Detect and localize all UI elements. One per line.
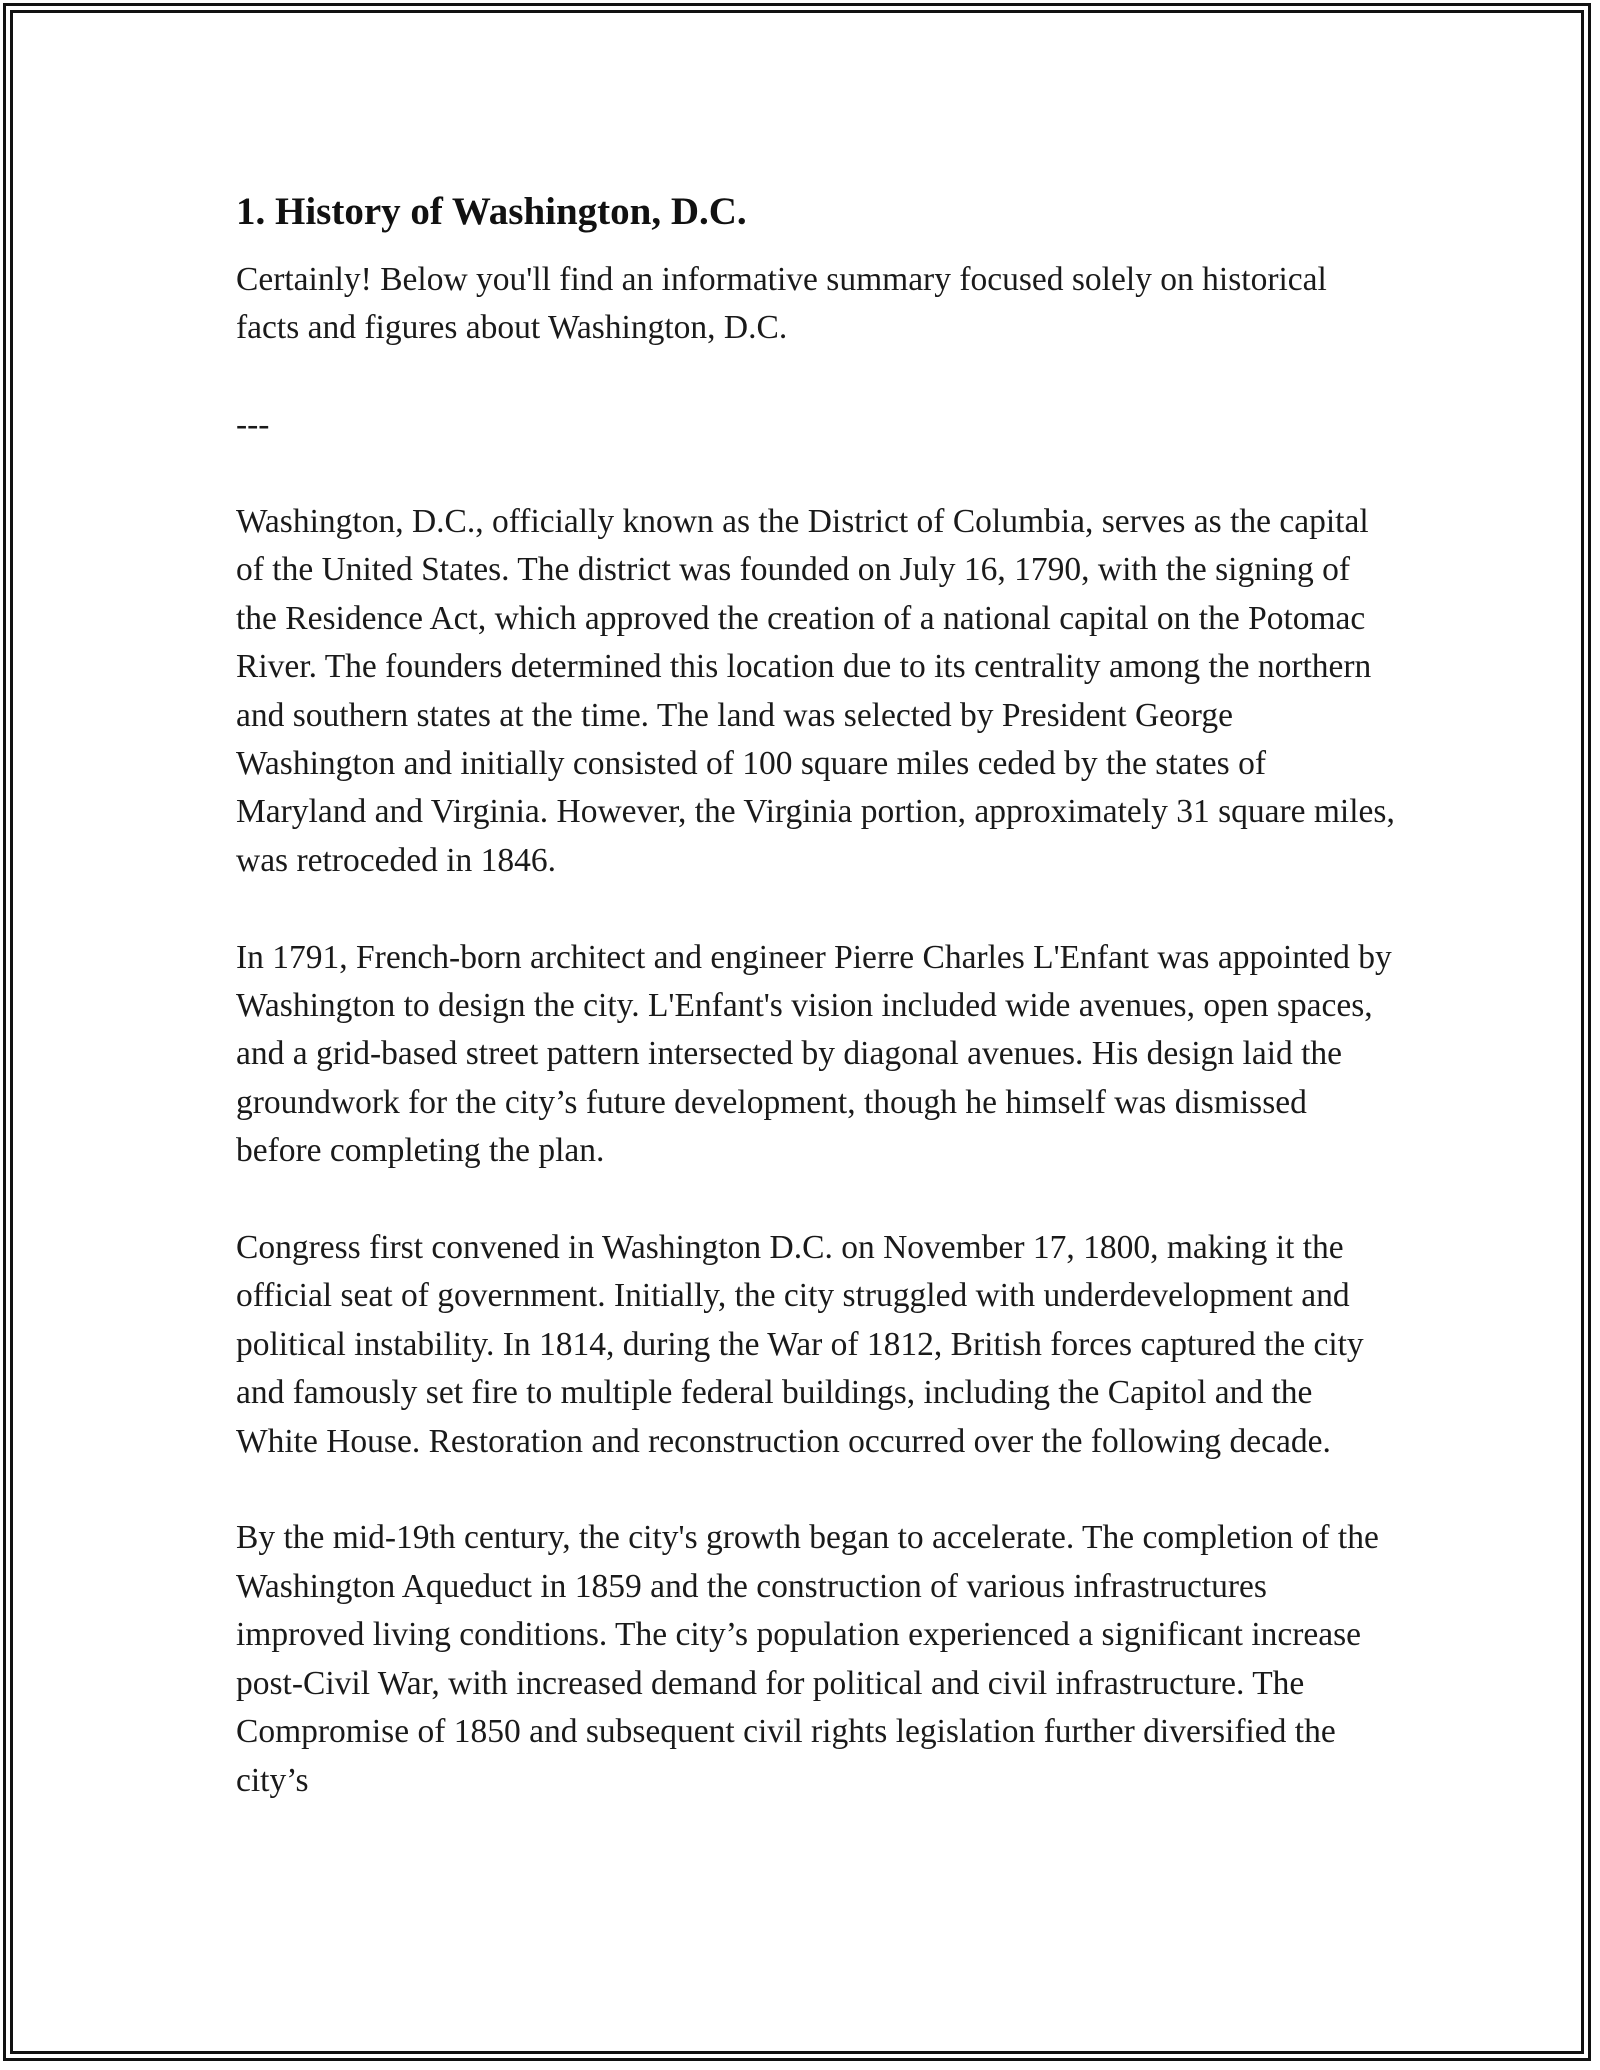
paragraph-founding: Washington, D.C., officially known as the District of Columbia, serves as the capital of the United States. The district was founded on July 16, 1790, with the signing of the Residence Act, which approved the creation of a national capital on the Potomac River. The founders determined this location due to its centrality among the northern and southern states at the time. The land was selected by President George Washington and initially consisted of 100 square miles ceded by the states of Maryland and Virginia. However, the Virginia portion, approximately 31 square miles, was retroceded in 1846. (236, 503, 1395, 879)
intro-paragraph: Certainly! Below you'll find an informative summary focused solely on historical facts and figures about Washington, D.C. (236, 261, 1327, 347)
separator: --- (236, 406, 270, 444)
paragraph-growth: By the mid-19th century, the city's growth began to accelerate. The completion of the Washington Aqueduct in 1859 and the construction of various infrastructures improved living conditions. The city’s population experienced a significant increase post-Civil War, with increased demand for political and civil infrastructure. The Compromise of 1850 and subsequent civil rights legislation further diversified the city’s (236, 1519, 1379, 1799)
document-body (236, 186, 1396, 1853)
paragraph-lenfant: In 1791, French-born architect and engineer Pierre Charles L'Enfant was appointed by Washington to design the city. L'Enfant's vision included wide avenues, open spaces, and a grid-based street pattern intersected by diagonal avenues. His design laid the groundwork for the city’s future development, though he himself was dismissed before completing the plan. (236, 938, 1392, 1170)
paragraph-congress: Congress first convened in Washington D.C. on November 17, 1800, making it the official seat of government. Initially, the city struggled with underdevelopment and political instability. In 1814, during the War of 1812, British forces captured the city and famously set fire to multiple federal buildings, including the Capitol and the White House. Restoration and reconstruction occurred over the following decade. (236, 1229, 1364, 1460)
section-heading: 1. History of Washington, D.C. (236, 190, 747, 233)
